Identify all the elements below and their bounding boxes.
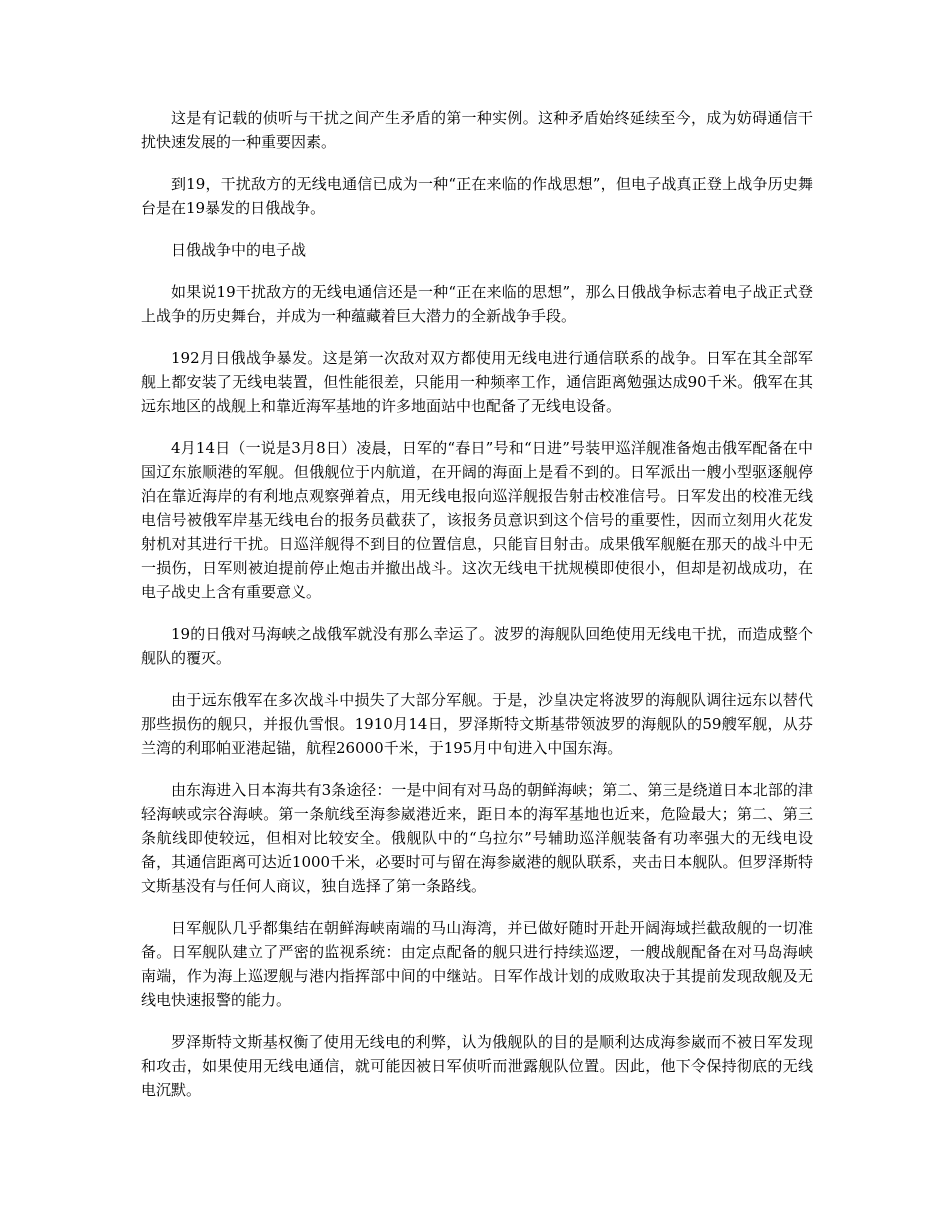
- paragraph: 如果说19干扰敌方的无线电通信还是一种“正在来临的思想”，那么日俄战争标志着电子战正式登上战争的历史舞台，并成为一种蕴藏着巨大潜力的全新战争手段。: [141, 283, 813, 325]
- paragraph: 到19，干扰敌方的无线电通信已成为一种“正在来临的作战思想”，但电子战真正登上战争历史舞台是在19暴发的日俄战争。: [141, 175, 813, 217]
- document-body: [141, 106, 813, 1120]
- paragraph: 4月14日（一说是3月8日）凌晨，日军的“春日”号和“日进”号装甲巡洋舰准备炮击俄军配备在中国辽东旅顺港的军舰。但俄舰位于内航道，在开阔的海面上是看不到的。日军派出一艘小型驱逐舰停泊在靠近海岸的有利地点观察弹着点，用无线电报向巡洋舰报告射击校准信号。日军发出的校准无线电信号被俄军岸基无线电台的报务员截获了，该报务员意识到这个信号的重要性，因而立刻用火花发射机对其进行干扰。日巡洋舰得不到目的位置信息，只能盲目射击。成果俄军舰艇在那天的战斗中无一损伤，日军则被迫提前停止炮击并撤出战斗。这次无线电干扰规模即使很小，但却是初战成功，在电子战史上含有重要意义。: [141, 439, 813, 601]
- paragraph: 192月日俄战争暴发。这是第一次敌对双方都使用无线电进行通信联系的战争。日军在其全部军舰上都安装了无线电装置，但性能很差，只能用一种频率工作，通信距离勉强达成90千米。俄军在其远东地区的战舰上和靠近海军基地的许多地面站中也配备了无线电设备。: [141, 349, 813, 415]
- paragraph: 罗泽斯特文斯基权衡了使用无线电的利弊，认为俄舰队的目的是顺利达成海参崴而不被日军发现和攻击，如果使用无线电通信，就可能因被日军侦听而泄露舰队位置。因此，他下令保持彻底的无线电沉默。: [141, 1033, 813, 1099]
- section-heading: 日俄战争中的电子战: [171, 241, 307, 259]
- paragraph: 19的日俄对马海峡之战俄军就没有那么幸运了。波罗的海舰队回绝使用无线电干扰，而造成整个舰队的覆灭。: [141, 625, 813, 667]
- paragraph: 日军舰队几乎都集结在朝鲜海峡南端的马山海湾，并已做好随时开赴开阔海域拦截敌舰的一切准备。日军舰队建立了严密的监视系统：由定点配备的舰只进行持续巡逻，一艘战舰配备在对马岛海峡南端，作为海上巡逻舰与港内指挥部中间的中继站。日军作战计划的成败取决于其提前发现敌舰及无线电快速报警的能力。: [141, 919, 813, 1009]
- paragraph: 由于远东俄军在多次战斗中损失了大部分军舰。于是，沙皇决定将波罗的海舰队调往远东以替代那些损伤的舰只，并报仇雪恨。1910月14日，罗泽斯特文斯基带领波罗的海舰队的59艘军舰，从芬兰湾的利耶帕亚港起锚，航程26000千米，于195月中旬进入中国东海。: [141, 691, 813, 757]
- paragraph: 这是有记载的侦听与干扰之间产生矛盾的第一种实例。这种矛盾始终延续至今，成为妨碍通信干扰快速发展的一种重要因素。: [141, 109, 813, 151]
- paragraph: 由东海进入日本海共有3条途径：一是中间有对马岛的朝鲜海峡；第二、第三是绕道日本北部的津轻海峡或宗谷海峡。第一条航线至海参崴港近来，距日本的海军基地也近来，危险最大；第二、第三条航线即使较远，但相对比较安全。俄舰队中的“乌拉尔”号辅助巡洋舰装备有功率强大的无线电设备，其通信距离可达近1000千米，必要时可与留在海参崴港的舰队联系，夹击日本舰队。但罗泽斯特文斯基没有与任何人商议，独自选择了第一条路线。: [141, 781, 813, 895]
